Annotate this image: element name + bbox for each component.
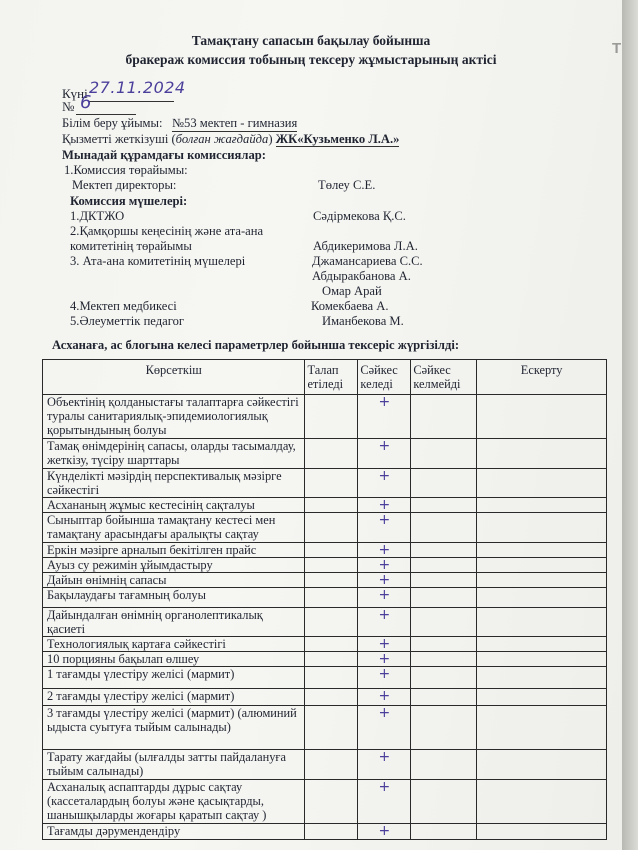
required-cell <box>305 439 358 469</box>
supplier-line <box>62 132 399 147</box>
compliant-mark: + <box>358 689 411 706</box>
indicator-cell: Сыныптар бойынша тамақтану кестесі мен тамақтану арасындағы аралықты сақтау <box>43 513 305 543</box>
note-cell <box>477 469 607 498</box>
required-cell <box>305 689 358 706</box>
header-required: Талап етіледі <box>305 360 358 395</box>
noncompliant-cell <box>411 750 477 780</box>
table-header-row <box>43 360 607 395</box>
director-role: Мектеп директоры: <box>72 178 177 192</box>
compliant-mark: + <box>358 543 411 558</box>
inspection-intro: Асханаға, ас блогына келесі параметрлер бойынша тексеріс жүргізілді: <box>52 338 460 352</box>
noncompliant-cell <box>411 637 477 652</box>
table-row <box>43 395 607 439</box>
note-cell <box>477 780 607 824</box>
table-row <box>43 689 607 706</box>
indicator-cell: 10 порцияны бақылап өлшеу <box>43 652 305 667</box>
noncompliant-cell <box>411 498 477 513</box>
required-cell <box>305 824 358 840</box>
date-underline <box>88 101 174 102</box>
title-line-1: Тамақтану сапасын бақылау бойынша <box>191 33 431 48</box>
number-label: № <box>62 99 75 114</box>
note-cell <box>477 558 607 573</box>
note-cell <box>477 689 607 706</box>
required-cell <box>305 395 358 439</box>
member-name: Иманбекова М. <box>322 314 404 328</box>
education-value: №53 мектеп - гимназия <box>172 116 298 130</box>
required-cell <box>305 750 358 780</box>
note-cell <box>477 573 607 588</box>
supplier-note: болған жағдайда <box>175 132 269 146</box>
table-row <box>43 780 607 824</box>
date-handwritten: 27.11.2024 <box>89 78 186 97</box>
required-cell <box>305 608 358 637</box>
compliant-mark: + <box>358 395 411 439</box>
commission-heading: Мынадай құрамдағы комиссиялар: <box>62 148 266 162</box>
indicator-cell: Объектінің қолданыстағы талаптарға сәйкестігі туралы санитариялық-эпидемиологиялық қорытындының болуы <box>43 395 305 439</box>
noncompliant-cell <box>411 573 477 588</box>
member-role: 4.Мектеп медбикесі <box>70 299 177 313</box>
note-cell <box>477 824 607 840</box>
member-role: 3. Ата-ана комитетінің мүшелері <box>70 254 246 268</box>
compliant-mark: + <box>358 667 411 689</box>
required-cell <box>305 498 358 513</box>
compliant-mark: + <box>358 513 411 543</box>
required-cell <box>305 706 358 750</box>
noncompliant-cell <box>411 780 477 824</box>
inspection-table <box>42 359 607 840</box>
title-line-2: бракераж комиссия тобының тексеру жұмыстарының актісі <box>125 52 497 67</box>
indicator-cell: Тарату жағдайы (ылғалды затты пайдалануға тыйым салынады) <box>43 750 305 780</box>
noncompliant-cell <box>411 439 477 469</box>
compliant-mark: + <box>358 750 411 780</box>
note-cell <box>477 608 607 637</box>
supplier-label: Қызметті жеткізуші ( <box>62 132 176 146</box>
underlying-page-text: Т <box>612 40 622 57</box>
indicator-cell: Асханалық аспаптарды дұрыс сақтау (кассеталардың болуы және қасықтарды, шанышқыларды жоғары қаратып сақтау ) <box>43 780 305 824</box>
noncompliant-cell <box>411 652 477 667</box>
table-row <box>43 824 607 840</box>
note-cell <box>477 498 607 513</box>
indicator-cell: Асхананың жұмыс кестесінің сақталуы <box>43 498 305 513</box>
table-row <box>43 608 607 637</box>
supplier-value: ЖК«Кузьменко Л.А.» <box>275 132 400 146</box>
member-name: Омар Арай <box>322 284 382 298</box>
table-row <box>43 706 607 750</box>
table-row <box>43 543 607 558</box>
date-label: Күні <box>62 86 88 101</box>
compliant-mark: + <box>358 573 411 588</box>
noncompliant-cell <box>411 469 477 498</box>
indicator-cell: Ауыз су режимін ұйымдастыру <box>43 558 305 573</box>
table-row <box>43 652 607 667</box>
note-cell <box>477 637 607 652</box>
member-role: 1.ДКТЖО <box>70 209 125 223</box>
compliant-mark: + <box>358 706 411 750</box>
members-heading: Комиссия мүшелері: <box>70 194 188 208</box>
member-name: Сәдірмекова Қ.С. <box>313 209 406 223</box>
indicator-cell: Дайын өнімнің сапасы <box>43 573 305 588</box>
header-noncompliant: Сәйкес келмейді <box>411 360 477 395</box>
member-role: 2.Қамқоршы кеңесінің және ата-ана <box>70 224 264 238</box>
page-edge-shadow <box>622 0 638 850</box>
table-row <box>43 667 607 689</box>
compliant-mark: + <box>358 824 411 840</box>
indicator-cell: Бақылаудағы тағамның болуы <box>43 588 305 608</box>
indicator-cell: 1 тағамды үлестіру желісі (мармит) <box>43 667 305 689</box>
header-note: Ескерту <box>477 360 607 395</box>
required-cell <box>305 637 358 652</box>
compliant-mark: + <box>358 780 411 824</box>
table-row <box>43 558 607 573</box>
noncompliant-cell <box>411 395 477 439</box>
note-cell <box>477 588 607 608</box>
table-row <box>43 469 607 498</box>
member-name: Абдикеримова Л.А. <box>313 239 418 253</box>
compliant-mark: + <box>358 637 411 652</box>
indicator-cell: Тамақ өнімдерінің сапасы, оларды тасымалдау, жеткізу, түсіру шарттары <box>43 439 305 469</box>
number-underline <box>76 114 136 115</box>
required-cell <box>305 573 358 588</box>
note-cell <box>477 750 607 780</box>
required-cell <box>305 543 358 558</box>
note-cell <box>477 667 607 689</box>
number-handwritten: 6 <box>80 92 92 113</box>
supplier-close: ) <box>268 132 273 146</box>
table-row <box>43 498 607 513</box>
table-row <box>43 750 607 780</box>
member-name: Комекбаева А. <box>311 299 389 313</box>
compliant-mark: + <box>358 439 411 469</box>
required-cell <box>305 780 358 824</box>
indicator-cell: Технологиялық картаға сәйкестігі <box>43 637 305 652</box>
required-cell <box>305 558 358 573</box>
indicator-cell: Еркін мәзірге арналып бекітілген прайс <box>43 543 305 558</box>
member-role: комитетінің төрайымы <box>70 239 192 253</box>
noncompliant-cell <box>411 543 477 558</box>
noncompliant-cell <box>411 824 477 840</box>
note-cell <box>477 706 607 750</box>
required-cell <box>305 513 358 543</box>
chair-heading: 1.Комиссия төрайымы: <box>64 163 188 177</box>
table-row <box>43 573 607 588</box>
noncompliant-cell <box>411 558 477 573</box>
required-cell <box>305 469 358 498</box>
member-name: Джамансариева С.С. <box>312 254 423 268</box>
noncompliant-cell <box>411 706 477 750</box>
compliant-mark: + <box>358 608 411 637</box>
compliant-mark: + <box>358 588 411 608</box>
required-cell <box>305 652 358 667</box>
indicator-cell: 3 тағамды үлестіру желісі (мармит) (алюминий ыдыста суытуға тыйым салынады) <box>43 706 305 750</box>
header-indicator: Көрсеткіш <box>43 360 305 395</box>
compliant-mark: + <box>358 469 411 498</box>
director-name: Төлеу С.Е. <box>318 178 376 192</box>
note-cell <box>477 652 607 667</box>
note-cell <box>477 395 607 439</box>
indicator-cell: Күнделікті мәзірдің перспективалық мәзірге сәйкестігі <box>43 469 305 498</box>
required-cell <box>305 667 358 689</box>
noncompliant-cell <box>411 588 477 608</box>
noncompliant-cell <box>411 608 477 637</box>
note-cell <box>477 439 607 469</box>
compliant-mark: + <box>358 498 411 513</box>
required-cell <box>305 588 358 608</box>
noncompliant-cell <box>411 667 477 689</box>
note-cell <box>477 543 607 558</box>
member-role: 5.Әлеуметтік педагог <box>70 314 185 328</box>
table-row <box>43 439 607 469</box>
compliant-mark: + <box>358 652 411 667</box>
education-label: Білім беру ұйымы: <box>62 116 163 130</box>
header-compliant: Сәйкес келеді <box>358 360 411 395</box>
noncompliant-cell <box>411 513 477 543</box>
indicator-cell: 2 тағамды үлестіру желісі (мармит) <box>43 689 305 706</box>
indicator-cell: Тағамды дәрумендендіру <box>43 824 305 840</box>
compliant-mark: + <box>358 558 411 573</box>
note-cell <box>477 513 607 543</box>
member-name: Абдыракбанова А. <box>312 269 411 283</box>
noncompliant-cell <box>411 689 477 706</box>
table-row <box>43 513 607 543</box>
indicator-cell: Дайындалған өнімнің органолептикалық қасиеті <box>43 608 305 637</box>
table-row <box>43 637 607 652</box>
table-row <box>43 588 607 608</box>
